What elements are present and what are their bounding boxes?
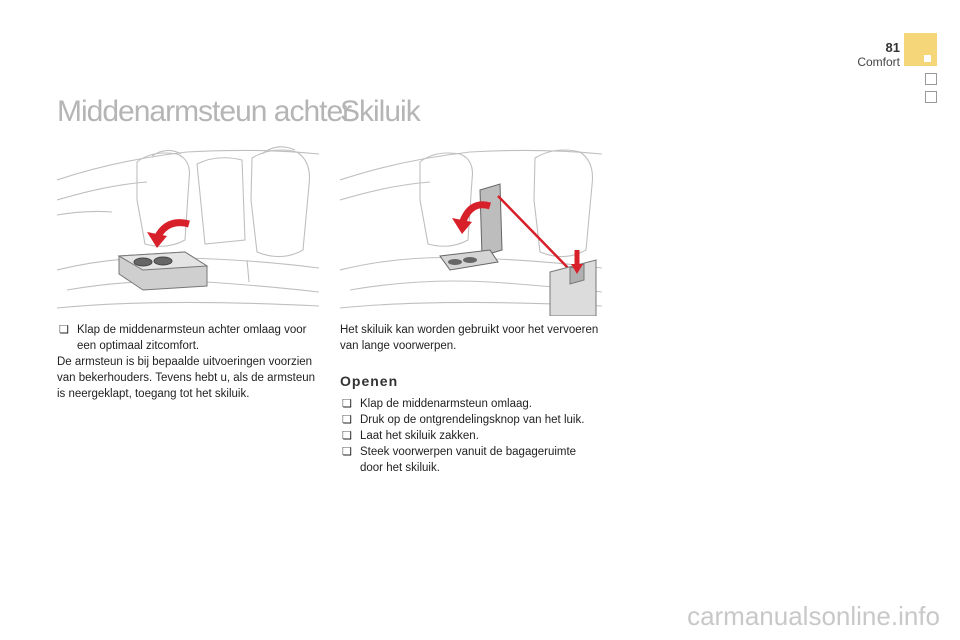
checkbox-bullet-icon: ❏ — [59, 324, 69, 336]
section-tab-3[interactable] — [925, 91, 937, 103]
section-title: Comfort — [857, 55, 900, 69]
watermark: carmanualsonline.info — [687, 601, 940, 631]
list-item: ❏ Klap de middenarmsteun achter omlaag voor een optimaal zitcomfort. — [59, 324, 307, 352]
checkbox-bullet-icon: ❏ — [342, 430, 352, 442]
list-item: ❏ Klap de middenarmsteun omlaag. — [342, 398, 532, 410]
ski-hatch-intro: Het skiluik kan worden gebruikt voor het vervoeren van lange voorwerpen. — [340, 324, 599, 352]
opening-subheading: Openen — [340, 373, 399, 389]
armrest-illustration — [57, 140, 319, 316]
list-item: ❏ Laat het skiluik zakken. — [342, 430, 479, 442]
section-tab-2[interactable] — [925, 73, 937, 85]
opening-steps — [340, 396, 602, 476]
ski-hatch-title: Skiluik — [340, 95, 420, 128]
armrest-text — [57, 322, 319, 402]
checkbox-bullet-icon: ❏ — [342, 414, 352, 426]
checkbox-bullet-icon: ❏ — [342, 398, 352, 410]
page-number: 81 — [885, 40, 900, 55]
armrest-paragraph: De armsteun is bij bepaalde uitvoeringen voorzien van bekerhouders. Tevens hebt u, als de armsteun is neergeklapt, toegang tot het skiluik. — [57, 356, 316, 400]
ski-hatch-illustration — [340, 140, 602, 316]
list-item: ❏ Druk op de ontgrendelingsknop van het luik. — [342, 414, 585, 426]
armrest-title: Middenarmsteun achter — [57, 95, 352, 128]
tab-dot — [924, 55, 931, 62]
checkbox-bullet-icon: ❏ — [342, 446, 352, 458]
list-item: ❏ Steek voorwerpen vanuit de bagageruimte door het skiluik. — [342, 446, 577, 474]
section-tab-active[interactable] — [904, 33, 937, 66]
